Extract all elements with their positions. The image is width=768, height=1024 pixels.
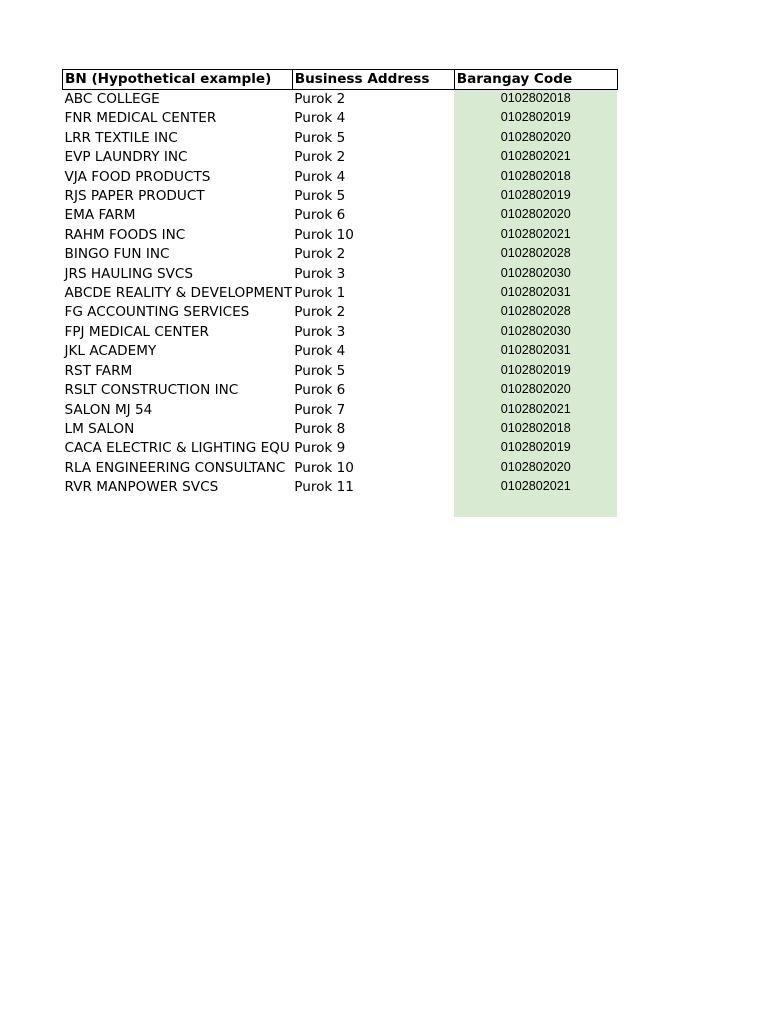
- business-name-cell[interactable]: JRS HAULING SVCS: [64, 265, 194, 282]
- business-address-cell[interactable]: Purok 7: [294, 401, 346, 418]
- business-address-cell[interactable]: Purok 5: [294, 188, 346, 205]
- business-name-cell[interactable]: JKL ACADEMY: [64, 343, 157, 360]
- header-barangay-code[interactable]: Barangay Code: [454, 70, 617, 90]
- table-row: [63, 478, 618, 497]
- business-name-cell[interactable]: VJA FOOD PRODUCTS: [64, 168, 211, 185]
- business-address-cell[interactable]: Purok 3: [294, 265, 346, 282]
- spreadsheet: [62, 69, 618, 517]
- business-name-cell[interactable]: EVP LAUNDRY INC: [64, 149, 188, 166]
- business-name-cell[interactable]: ABC COLLEGE: [64, 91, 160, 107]
- table-row: [63, 284, 618, 303]
- table-row: [63, 226, 618, 245]
- barangay-code-cell[interactable]: 0102802019: [454, 362, 617, 381]
- business-address-cell[interactable]: Purok 10: [294, 226, 354, 243]
- business-name-cell[interactable]: RJS PAPER PRODUCT: [64, 188, 205, 205]
- business-name-cell[interactable]: RVR MANPOWER SVCS: [64, 479, 219, 496]
- table-row: [63, 265, 618, 284]
- barangay-code-cell[interactable]: 0102802031: [454, 284, 617, 303]
- business-address-cell[interactable]: Purok 5: [294, 129, 346, 146]
- barangay-code-cell[interactable]: 0102802021: [454, 226, 617, 245]
- business-address-cell[interactable]: Purok 3: [294, 323, 346, 340]
- barangay-code-cell[interactable]: 0102802021: [454, 401, 617, 420]
- business-name-cell[interactable]: LM SALON: [64, 420, 135, 437]
- padding-row: [63, 498, 618, 517]
- table-body: [63, 90, 618, 517]
- business-name-cell[interactable]: ABCDE REALITY & DEVELOPMENT: [64, 285, 293, 302]
- business-name-cell[interactable]: FNR MEDICAL CENTER: [64, 110, 217, 127]
- table-row: [63, 303, 618, 322]
- table-row: [63, 459, 618, 478]
- business-address-cell[interactable]: Purok 2: [294, 149, 346, 166]
- barangay-code-cell[interactable]: 0102802021: [454, 148, 617, 167]
- table-row: [63, 168, 618, 187]
- barangay-code-cell[interactable]: 0102802018: [454, 420, 617, 439]
- barangay-code-cell[interactable]: 0102802018: [454, 90, 617, 110]
- empty-cell: [63, 498, 293, 517]
- business-address-cell[interactable]: Purok 6: [294, 207, 346, 224]
- barangay-code-cell[interactable]: 0102802031: [454, 342, 617, 361]
- barangay-code-cell[interactable]: 0102802019: [454, 439, 617, 458]
- table-row: [63, 401, 618, 420]
- barangay-code-cell[interactable]: 0102802019: [454, 109, 617, 128]
- business-name-cell[interactable]: BINGO FUN INC: [64, 246, 170, 263]
- business-address-cell[interactable]: Purok 11: [294, 479, 354, 496]
- business-address-cell[interactable]: Purok 4: [294, 343, 346, 360]
- barangay-code-cell[interactable]: 0102802028: [454, 303, 617, 322]
- table-row: [63, 90, 618, 110]
- barangay-code-cell[interactable]: 0102802020: [454, 206, 617, 225]
- business-name-cell[interactable]: SALON MJ 54: [64, 401, 153, 418]
- business-name-cell[interactable]: CACA ELECTRIC & LIGHTING EQU: [64, 440, 290, 457]
- business-address-cell[interactable]: Purok 5: [294, 362, 346, 379]
- table-row: [63, 439, 618, 458]
- header-business-name[interactable]: BN (Hypothetical example): [63, 70, 293, 90]
- header-row: [63, 70, 618, 90]
- table-row: [63, 206, 618, 225]
- business-address-cell[interactable]: Purok 2: [294, 304, 346, 321]
- business-name-cell[interactable]: FG ACCOUNTING SERVICES: [64, 304, 250, 321]
- business-table: [62, 69, 618, 517]
- barangay-code-cell[interactable]: 0102802020: [454, 129, 617, 148]
- business-address-cell[interactable]: Purok 6: [294, 382, 346, 399]
- table-row: [63, 381, 618, 400]
- table-row: [63, 148, 618, 167]
- barangay-code-cell[interactable]: 0102802019: [454, 187, 617, 206]
- business-address-cell[interactable]: Purok 9: [294, 440, 346, 457]
- barangay-code-cell[interactable]: 0102802020: [454, 459, 617, 478]
- empty-cell: [292, 498, 454, 517]
- business-name-cell[interactable]: RST FARM: [64, 362, 133, 379]
- business-address-cell[interactable]: Purok 2: [294, 91, 346, 107]
- business-address-cell[interactable]: Purok 4: [294, 168, 346, 185]
- business-address-cell[interactable]: Purok 8: [294, 420, 346, 437]
- table-row: [63, 342, 618, 361]
- business-name-cell[interactable]: FPJ MEDICAL CENTER: [64, 323, 209, 340]
- table-row: [63, 362, 618, 381]
- table-row: [63, 109, 618, 128]
- business-address-cell[interactable]: Purok 1: [294, 285, 346, 302]
- business-address-cell[interactable]: Purok 10: [294, 459, 354, 476]
- barangay-code-cell[interactable]: 0102802021: [454, 478, 617, 497]
- barangay-code-cell[interactable]: 0102802030: [454, 323, 617, 342]
- table-row: [63, 323, 618, 342]
- table-row: [63, 129, 618, 148]
- barangay-code-cell[interactable]: 0102802020: [454, 381, 617, 400]
- empty-code-cell: [454, 498, 617, 517]
- barangay-code-cell[interactable]: 0102802018: [454, 168, 617, 187]
- barangay-code-cell[interactable]: 0102802030: [454, 265, 617, 284]
- business-name-cell[interactable]: RLA ENGINEERING CONSULTANC: [64, 459, 286, 476]
- barangay-code-cell[interactable]: 0102802028: [454, 245, 617, 264]
- table-row: [63, 187, 618, 206]
- business-name-cell[interactable]: LRR TEXTILE INC: [64, 129, 178, 146]
- table-row: [63, 245, 618, 264]
- header-business-address[interactable]: Business Address: [292, 70, 454, 90]
- table-row: [63, 420, 618, 439]
- business-address-cell[interactable]: Purok 2: [294, 246, 346, 263]
- business-name-cell[interactable]: RSLT CONSTRUCTION INC: [64, 382, 239, 399]
- business-address-cell[interactable]: Purok 4: [294, 110, 346, 127]
- business-name-cell[interactable]: EMA FARM: [64, 207, 136, 224]
- business-name-cell[interactable]: RAHM FOODS INC: [64, 226, 186, 243]
